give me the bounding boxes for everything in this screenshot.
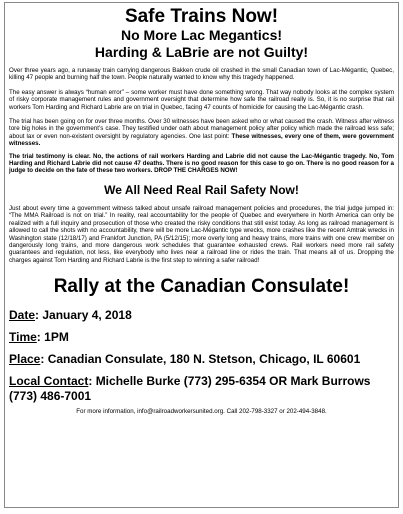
event-contact: Local Contact: Michelle Burke (773) 295-6354 OR Mark Burrows (773) 486-7001	[9, 374, 371, 404]
event-time: Time: 1PM	[9, 330, 69, 345]
time-value: 1PM	[44, 330, 69, 345]
time-label: Time	[9, 330, 37, 345]
title: Safe Trains Now!	[124, 6, 279, 27]
paragraph-trial-emphasis: These witnesses, every one of them, were government witnesses.	[9, 132, 394, 148]
contact-label: Local Contact	[9, 374, 89, 389]
subtitle-2: Harding & LaBrie are not Guilty!	[94, 44, 309, 60]
middle-heading: We All Need Real Rail Safety Now!	[104, 182, 299, 197]
paragraph-accountability: Just about every time a government witness talked about unsafe railroad management policies and procedures, the trial judge jumped in: “The MMA Railroad is not on trial.” In reality, real accountability for the people of Quebec and everywhere in North America can only be realized with a full inquiry and prosecution of those who created the risky conditions that still exist today. As long as railroad management is allowed to call the shots with no accountability, there will be more Lac-Mégantic type wrecks, more crashes like the recent Amtrak wrecks in Washington state (12/18/17) and Frankfort Junction, PA (5/12/15); more overly long and heavy trains, more trains with one crew member on dangerously long trains, and more dangerous work schedules that guarantee exhausted crews. Rail workers need more rail safety guarantees and regulation, not less, like everybody who lives near a railroad line or rides the train. That means all of us. Dropping the charges against Tom Harding and Richard Labrie is the first step to winning a safer railroad!	[9, 204, 394, 264]
paragraph-trial-text: The trial has been going on for over three months. Over 30 witnesses have been asked who or what caused the crash. Witness after witness tore big holes in the government’s case. They testified under oath about management policy after policy which made the railroad less safe; about lax or even non-existent oversight by regulatory agencies. One last point:	[9, 118, 394, 140]
subtitle-1: No More Lac Megantics!	[120, 27, 283, 43]
place-value: Canadian Consulate, 180 N. Stetson, Chicago, IL 60601	[47, 352, 361, 367]
paragraph-intro: Over three years ago, a runaway train carrying dangerous Bakken crude oil crashed in the small Canadian town of Lac-Mégantic, Quebec, killing 47 people and burning half the town. People naturally wanted to know why this tragedy happened.	[9, 67, 394, 82]
event-place: Place: Canadian Consulate, 180 N. Stetson, Chicago, IL 60601	[9, 352, 361, 367]
footer-contact-info: For more information, info@railroadworkersunited.org. Call 202-798-3327 or 202-494-3848.	[76, 408, 327, 416]
contact-value: Michelle Burke (773) 295-6354 OR Mark Burrows (773) 486-7001	[9, 374, 371, 404]
date-label: Date	[9, 308, 36, 323]
paragraph-testimony: The trial testimony is clear. No, the actions of rail workers Harding and Labrie did not cause the Lac-Mégantic tragedy. No, Tom Harding and Richard Labrie did not cause 47 deaths. There is no good reason for this case to go on. There is no good reason for a judge to decide on the fate of these two workers. DROP THE CHARGES NOW!	[9, 152, 394, 175]
flyer	[4, 2, 399, 508]
rally-heading: Rally at the Canadian Consulate!	[53, 276, 350, 298]
paragraph-trial	[9, 118, 394, 148]
place-label: Place	[9, 352, 41, 367]
event-date: Date: January 4, 2018	[9, 308, 132, 323]
date-value: January 4, 2018	[42, 308, 132, 323]
paragraph-human-error: The easy answer is always “human error” – some worker must have done something wrong. That way nobody looks at the complex system of risky corporate management rules and government oversight that determine how safe the railroad really is. So, it is no surprise that rail workers Tom Harding and Richard Labrie are on trial in Quebec, facing 47 counts of homicide for causing the Lac-Mégantic crash.	[9, 88, 394, 111]
